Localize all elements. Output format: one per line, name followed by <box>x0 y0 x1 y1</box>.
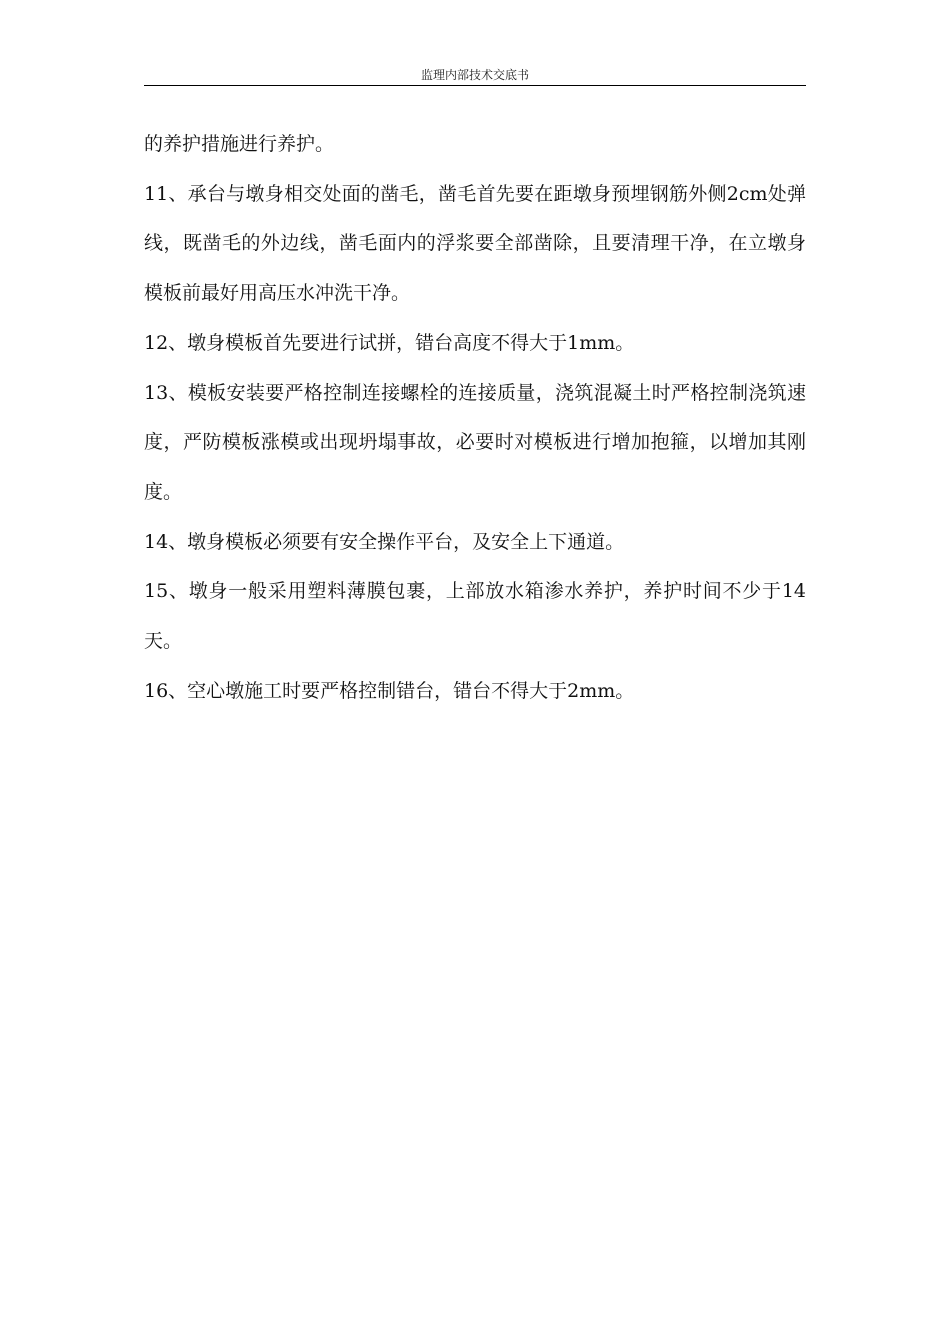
paragraph-item-13: 13、模板安装要严格控制连接螺栓的连接质量，浇筑混凝土时严格控制浇筑速度，严防模板涨模或出现坍塌事故，必要时对模板进行增加抱箍，以增加其刚度。 <box>144 381 806 503</box>
paragraph-continuation: 的养护措施进行养护。 <box>144 133 335 155</box>
paragraph-item-14: 14、墩身模板必须要有安全操作平台，及安全上下通道。 <box>144 530 625 553</box>
paragraph-item-11: 11、承台与墩身相交处面的凿毛，凿毛首先要在距墩身预埋钢筋外侧2cm处弹线，既凿毛的外边线，凿毛面内的浮浆要全部凿除，且要清理干净，在立墩身模板前最好用高压水冲洗干净。 <box>144 182 806 305</box>
paragraph-item-16: 16、空心墩施工时要严格控制错台，错台不得大于2mm。 <box>144 679 635 702</box>
header-divider <box>144 85 806 86</box>
page-header-title: 监理内部技术交底书 <box>420 68 529 82</box>
paragraph-item-12: 12、墩身模板首先要进行试拼，错台高度不得大于1mm。 <box>144 331 635 354</box>
document-body <box>144 120 806 716</box>
paragraph-item-15: 15、墩身一般采用塑料薄膜包裹，上部放水箱渗水养护，养护时间不少于14天。 <box>144 580 806 653</box>
